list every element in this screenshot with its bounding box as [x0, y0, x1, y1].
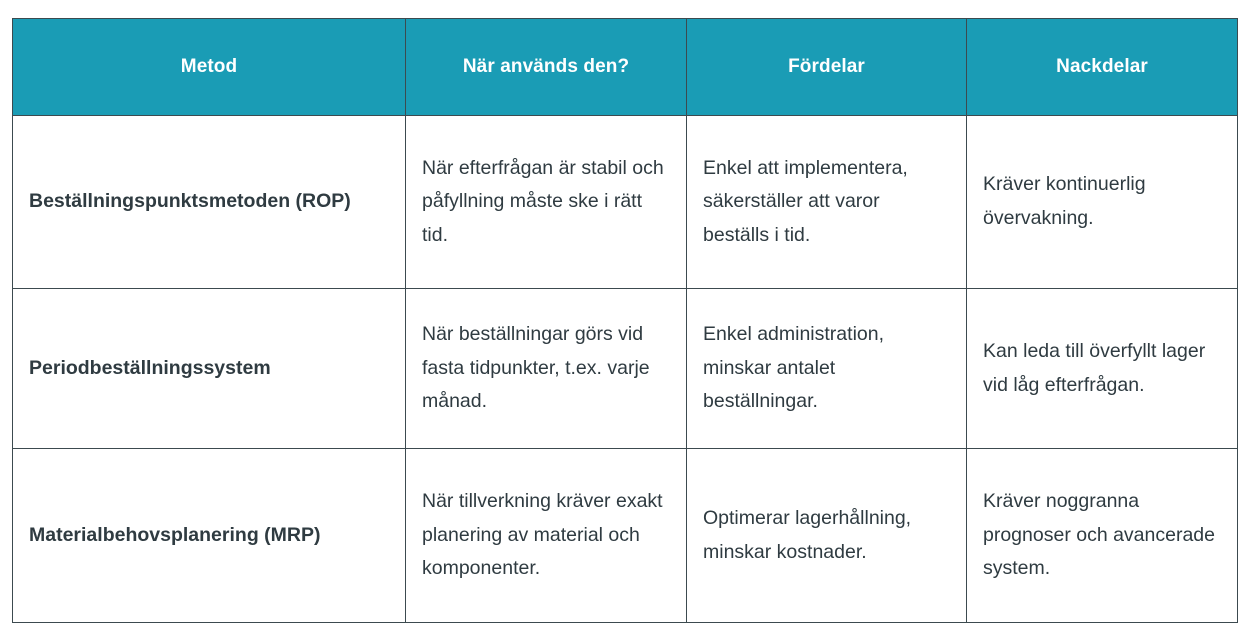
column-header-nackdelar: Nackdelar	[967, 19, 1238, 116]
cell-when-used: När efterfrågan är stabil och påfyllning måste ske i rätt tid.	[406, 116, 687, 289]
column-header-metod: Metod	[13, 19, 406, 116]
table-row	[13, 449, 1238, 623]
cell-pros: Enkel administration, minskar antalet beställningar.	[687, 289, 967, 449]
cell-pros: Enkel att implementera, säkerställer att varor beställs i tid.	[687, 116, 967, 289]
cell-cons: Kan leda till överfyllt lager vid låg efterfrågan.	[967, 289, 1238, 449]
table-body	[13, 116, 1238, 623]
cell-method: Beställningspunktsmetoden (ROP)	[13, 116, 406, 289]
table-row	[13, 289, 1238, 449]
comparison-table-container	[12, 18, 1237, 622]
cell-cons: Kräver noggranna prognoser och avancerade system.	[967, 449, 1238, 623]
table-header-row	[13, 19, 1238, 116]
cell-when-used: När tillverkning kräver exakt planering av material och komponenter.	[406, 449, 687, 623]
cell-method: Periodbeställningssystem	[13, 289, 406, 449]
column-header-fordelar: Fördelar	[687, 19, 967, 116]
cell-pros: Optimerar lagerhållning, minskar kostnader.	[687, 449, 967, 623]
cell-cons: Kräver kontinuerlig övervakning.	[967, 116, 1238, 289]
cell-when-used: När beställningar görs vid fasta tidpunkter, t.ex. varje månad.	[406, 289, 687, 449]
table-header	[13, 19, 1238, 116]
inventory-methods-table	[12, 18, 1238, 623]
column-header-nar-anvands-den: När används den?	[406, 19, 687, 116]
cell-method: Materialbehovsplanering (MRP)	[13, 449, 406, 623]
table-row	[13, 116, 1238, 289]
